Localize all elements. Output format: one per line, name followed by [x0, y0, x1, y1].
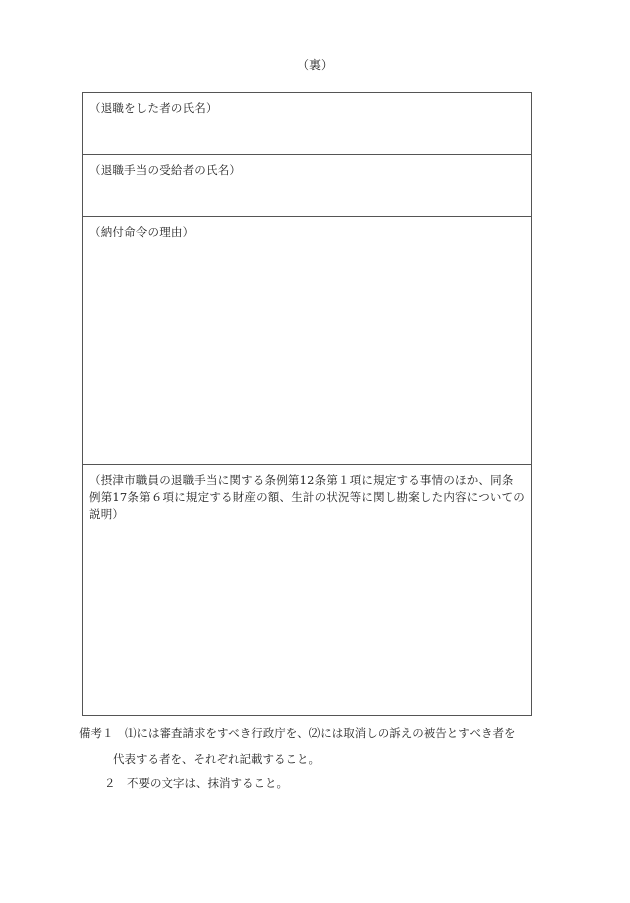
- row-label-explanation: （摂津市職員の退職手当に関する条例第12条第１項に規定する事情のほか、同条例第17条第６項に規定する財産の額、生計の状況等に関し勘案した内容についての説明）: [89, 473, 525, 521]
- note-line-3: ２ 不要の文字は、抹消すること。: [104, 776, 288, 790]
- note-line-2: 代表する者を、それぞれ記載すること。: [113, 752, 320, 766]
- note-line-1: 備考１ ⑴には審査請求をすべき行政庁を、⑵には取消しの訴えの被告とすべき者を: [79, 726, 516, 740]
- row-retiree-name: [83, 93, 531, 155]
- row-label-recipient-name: （退職手当の受給者の氏名）: [89, 163, 242, 177]
- row-label-order-reason: （納付命令の理由）: [89, 225, 195, 239]
- page-heading: （裏）: [296, 58, 333, 72]
- row-label-retiree-name: （退職をした者の氏名）: [89, 101, 218, 115]
- row-explanation: [83, 465, 531, 715]
- row-recipient-name: [83, 155, 531, 217]
- row-order-reason: [83, 217, 531, 465]
- form-table: [82, 92, 532, 716]
